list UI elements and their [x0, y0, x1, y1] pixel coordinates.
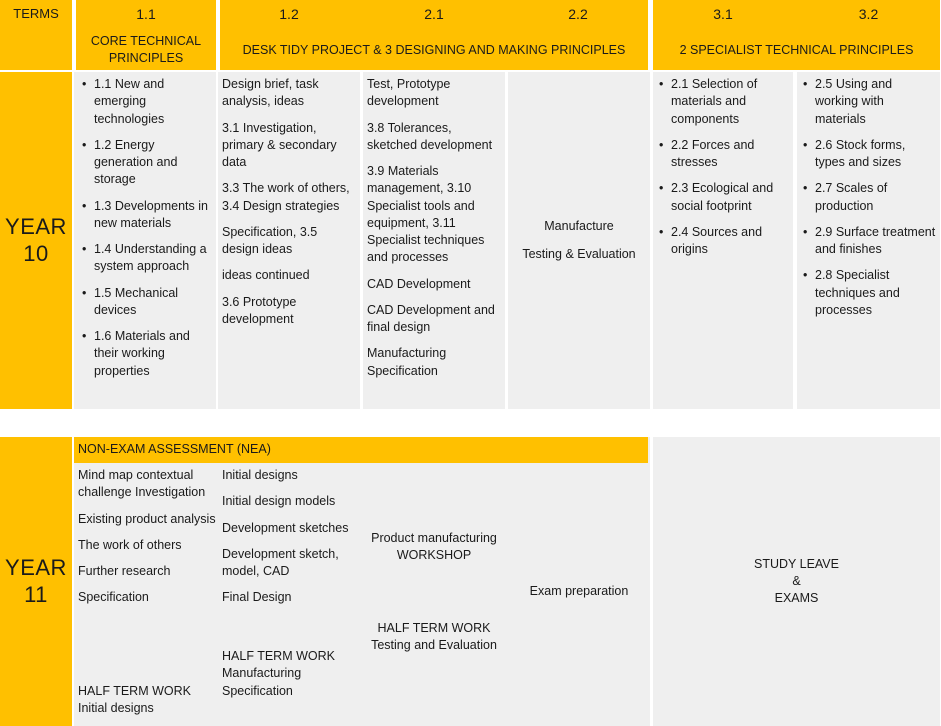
list-item: • 1.1 New and emerging technologies — [94, 76, 212, 128]
term-2-2-label: 2.2 — [568, 6, 588, 22]
list-item: Further research — [78, 564, 171, 578]
list-item: • 2.7 Scales of production — [815, 180, 936, 215]
list-item: Manufacturing Specification — [367, 346, 447, 378]
year-11-number: 11 — [24, 581, 48, 607]
term-2-1-label: 2.1 — [424, 6, 444, 22]
year-10-number: 10 — [23, 240, 49, 266]
ampersand-text: & — [792, 573, 801, 588]
core-principles-list — [78, 76, 212, 380]
list-item: • 2.6 Stock forms, types and sizes — [815, 137, 936, 172]
list-item: 3.8 Tolerances, sketched development — [367, 120, 493, 152]
list-item: • 1.2 Energy generation and storage — [94, 137, 212, 189]
list-item: Specification, 3.5 design ideas — [222, 224, 318, 256]
list-item: • 2.1 Selection of materials and components — [671, 76, 789, 128]
product-manufacturing-workshop: Product manufacturing WORKSHOP — [371, 531, 497, 563]
list-item: 3.6 Prototype development — [222, 294, 297, 326]
year-11-text: YEAR — [5, 555, 67, 581]
year-10-label — [0, 72, 72, 409]
specialist-list-b — [799, 76, 936, 319]
list-item: Mind map contextual challenge Investigation — [78, 468, 206, 500]
term-1-1-header — [76, 0, 216, 70]
list-item: • 1.6 Materials and their working properties — [94, 328, 212, 380]
desk-tidy-title: DESK TIDY PROJECT & 3 DESIGNING AND MAKING PRINCIPLES — [242, 43, 626, 57]
exams-text: EXAMS — [774, 591, 819, 606]
half-term-testing-evaluation: HALF TERM WORK Testing and Evaluation — [371, 621, 497, 653]
list-item: 3.9 Materials management, 3.10 Specialist tools and equipment, 3.11 Specialist techniques and processes — [367, 164, 485, 265]
list-item: Development sketches — [222, 520, 349, 535]
specialist-title: 2 SPECIALIST TECHNICAL PRINCIPLES — [679, 43, 914, 57]
study-leave-text: STUDY LEAVE — [754, 556, 839, 571]
half-term-initial-designs: HALF TERM WORK Initial designs — [78, 684, 191, 716]
list-item: • 2.5 Using and working with materials — [815, 76, 936, 128]
term-3-header — [653, 0, 940, 70]
year10-term-3-2 — [797, 72, 940, 409]
list-item: • 2.9 Surface treatment and finishes — [815, 224, 936, 259]
year10-term-3-1 — [653, 72, 793, 409]
exam-preparation: Exam preparation — [529, 584, 629, 598]
term-1-2-label: 1.2 — [279, 6, 299, 22]
list-item: • 1.5 Mechanical devices — [94, 285, 212, 320]
core-technical-title: CORE TECHNICAL PRINCIPLES — [90, 34, 202, 65]
list-item: CAD Development — [367, 276, 471, 291]
list-item: Specification — [78, 590, 149, 605]
nea-title-bar — [74, 437, 648, 463]
testing-evaluation-text: Testing & Evaluation — [522, 246, 636, 261]
terms-label: TERMS — [13, 6, 59, 21]
term-1-2-2-1-2-2-header — [220, 0, 648, 70]
list-item: Final Design — [222, 590, 292, 605]
list-item: Development sketch, model, CAD — [222, 546, 339, 578]
manufacture-text: Manufacture — [544, 219, 614, 234]
study-leave-exams — [653, 437, 940, 726]
list-item: 3.3 The work of others, 3.4 Design strategies — [222, 181, 350, 213]
year11-term-1-1 — [78, 467, 216, 616]
nea-title: NON-EXAM ASSESSMENT (NEA) — [78, 442, 271, 456]
list-item: Design brief, task analysis, ideas — [222, 77, 319, 109]
term-1-1-label: 1.1 — [136, 6, 156, 22]
terms-header — [0, 0, 72, 70]
list-item: • 1.3 Developments in new materials — [94, 198, 212, 233]
list-item: • 1.4 Understanding a system approach — [94, 241, 212, 276]
list-item: Test, Prototype development — [367, 77, 451, 109]
list-item: Initial designs — [222, 468, 298, 482]
year10-term-2-2 — [508, 72, 650, 409]
list-item: ideas continued — [222, 268, 310, 283]
year10-term-1-2 — [218, 72, 360, 409]
list-item: • 2.4 Sources and origins — [671, 224, 789, 259]
list-item: The work of others — [78, 537, 182, 552]
year11-nea-area — [74, 437, 650, 726]
list-item: CAD Development and final design — [367, 302, 495, 334]
year11-term-1-2 — [222, 467, 362, 616]
term-3-2-label: 3.2 — [858, 6, 879, 22]
list-item: 3.1 Investigation, primary & secondary data — [222, 120, 337, 169]
specialist-list-a — [655, 76, 789, 258]
half-term-manufacturing-spec: HALF TERM WORK Manufacturing Specification — [222, 649, 335, 698]
list-item: Initial design models — [222, 494, 336, 509]
list-item: • 2.8 Specialist techniques and processes — [815, 267, 936, 319]
list-item: Existing product analysis — [78, 511, 216, 526]
year10-term-2-1 — [363, 72, 505, 409]
list-item: • 2.2 Forces and stresses — [671, 137, 789, 172]
term-3-1-label: 3.1 — [713, 6, 733, 22]
year10-term-1-1 — [74, 72, 216, 409]
year-10-text: YEAR — [5, 214, 67, 240]
year-11-label — [0, 437, 72, 726]
list-item: • 2.3 Ecological and social footprint — [671, 180, 789, 215]
